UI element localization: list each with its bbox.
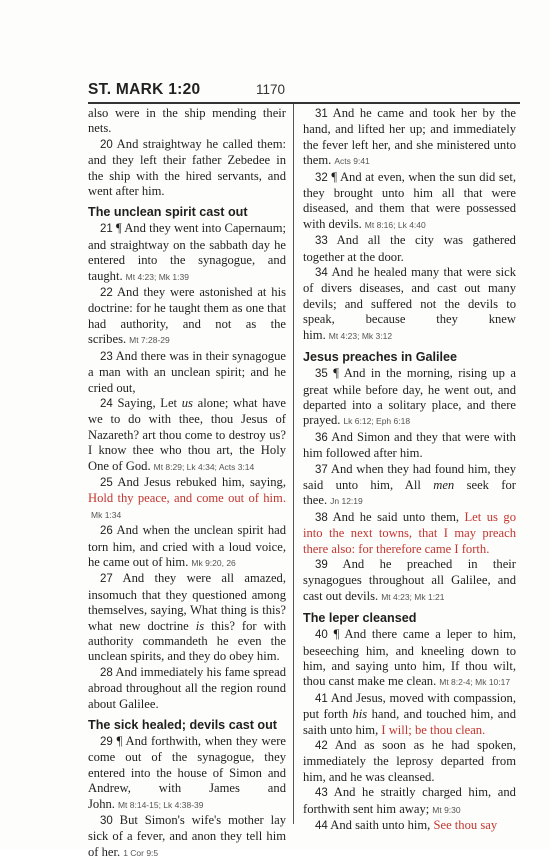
verse-43: 43 And he straitly charged him, and forthwith sent him away; Mt 9:30 bbox=[303, 785, 516, 816]
cross-reference: Mt 8:2-4; Mk 10:17 bbox=[439, 677, 511, 688]
verse-number: 20 bbox=[100, 138, 113, 151]
section-heading-unclean-spirit: The unclean spirit cast out bbox=[88, 205, 248, 220]
left-column bbox=[88, 106, 286, 861]
cross-reference: Mk 1:34 bbox=[91, 509, 122, 520]
words-of-jesus: Let us go into the next towns, that I may preach there also: for therefore came I forth. bbox=[303, 509, 516, 556]
cross-reference: Mt 8:14-15; Lk 4:38-39 bbox=[117, 799, 204, 810]
verse-number: 21 bbox=[100, 223, 113, 236]
verse-number: 22 bbox=[100, 287, 113, 300]
verse-28: 28 And immediately his fame spread abroad throughout all the region round about Galilee. bbox=[88, 664, 286, 711]
verse-23: 23 And there was in their synagogue a man with an unclean spirit; and he cried out, bbox=[88, 348, 286, 395]
verse-number: 43 bbox=[315, 787, 328, 800]
cross-reference: Lk 6:12; Eph 6:18 bbox=[343, 416, 411, 427]
verse-36: 36 And Simon and they that were with him followed after him. bbox=[303, 429, 516, 461]
verse-number: 41 bbox=[315, 692, 328, 705]
verse-21: 21 ¶ And they went into Capernaum; and straightway on the sabbath day he entered into the synagogue, and taught. Mt 4:23; Mk 1:39 bbox=[88, 221, 286, 283]
verse-number: 40 bbox=[315, 629, 328, 642]
verse-number: 27 bbox=[100, 573, 113, 586]
section-heading-leper-cleansed: The leper cleansed bbox=[303, 611, 417, 626]
verse-number: 39 bbox=[315, 558, 328, 571]
column-divider bbox=[293, 104, 294, 824]
cross-reference: Mt 7:28-29 bbox=[129, 335, 170, 346]
section-heading-preaches-galilee: Jesus preaches in Galilee bbox=[303, 350, 458, 365]
cross-reference: Acts 9:41 bbox=[334, 156, 370, 167]
verse-number: 33 bbox=[315, 235, 328, 248]
cross-reference: Mt 4:23; Mk 1:21 bbox=[381, 591, 445, 602]
verse-number: 36 bbox=[315, 431, 328, 444]
verse-number: 28 bbox=[100, 666, 113, 679]
words-of-jesus: I will; be thou clean. bbox=[381, 722, 486, 737]
verse-number: 42 bbox=[315, 740, 328, 753]
verse-number: 26 bbox=[100, 525, 113, 538]
verse-number: 37 bbox=[315, 463, 328, 476]
verse-number: 31 bbox=[315, 108, 328, 120]
cross-reference: Mt 4:23; Mk 3:12 bbox=[328, 330, 393, 341]
cross-reference: Jn 12:19 bbox=[330, 496, 363, 507]
verse-33: 33 And all the city was gathered together at the door. bbox=[303, 233, 516, 264]
verse-25: 25 And Jesus rebuked him, saying, Hold thy peace, and come out of him. Mk 1:34 bbox=[88, 474, 286, 520]
verse-40: 40 ¶ And there came a leper to him, beseeching him, and kneeling down to him, and saying unto him, If thou wilt, thou canst make me clean. Mt 8:2-4; Mk 10:17 bbox=[303, 627, 516, 689]
verse-42: 42 And as soon as he had spoken, immediately the leprosy departed from him, and he was cleansed. bbox=[303, 738, 516, 784]
words-of-jesus: Hold thy peace, and come out of him. bbox=[88, 491, 286, 506]
cross-reference: Mt 4:23; Mk 1:39 bbox=[125, 271, 189, 282]
verse-19-continuation: also were in the ship mending their nets. bbox=[88, 106, 286, 136]
verse-39: 39 And he preached in their synagogues throughout all Galilee, and cast out devils. Mt 4:23; Mk 1:21 bbox=[303, 556, 516, 603]
verse-31: 31 And he came and took her by the hand, and lifted her up; and immediately the fever left her, and she ministered unto them. Acts 9:41 bbox=[303, 106, 516, 168]
verse-29: 29 ¶ And forthwith, when they were come out of the synagogue, they entered into the house of Simon and Andrew, with James and John. Mt 8:14-15; Lk 4:38-39 bbox=[88, 734, 286, 811]
verse-number: 35 bbox=[315, 368, 328, 381]
verse-41: 41 And Jesus, moved with compassion, put forth his hand, and touched him, and saith unto him, I will; be thou clean. bbox=[303, 690, 516, 737]
verse-20: 20 And straightway he called them: and they left their father Zebedee in the ship with the hired servants, and went after him. bbox=[88, 136, 286, 199]
page-number: 1170 bbox=[256, 82, 286, 97]
verse-24: 24 Saying, Let us alone; what have we to do with thee, thou Jesus of Nazareth? art thou come to destroy us? I know thee who thou art, the Holy One of God. Mt 8:29; Lk 4:34; Acts 3:14 bbox=[88, 395, 286, 473]
verse-30: 30 But Simon's wife's mother lay sick of a fever, and anon they tell him of her. 1 Cor 9:5 bbox=[88, 813, 286, 859]
verse-number: 25 bbox=[100, 476, 113, 489]
verse-26: 26 And when the unclean spirit had torn him, and cried with a loud voice, he came out of him. Mk 9:20, 26 bbox=[88, 523, 286, 569]
right-column bbox=[303, 106, 516, 834]
cross-reference: Mt 8:16; Lk 4:40 bbox=[364, 219, 426, 230]
page-header bbox=[88, 80, 520, 100]
verse-number: 32 bbox=[315, 171, 328, 184]
verse-37: 37 And when they had found him, they said unto him, All men seek for thee. Jn 12:19 bbox=[303, 461, 516, 508]
verse-number: 23 bbox=[100, 350, 113, 363]
verse-number: 34 bbox=[315, 267, 328, 280]
verse-38: 38 And he said unto them, Let us go into the next towns, that I may preach there also: for therefore came I forth. bbox=[303, 509, 516, 556]
section-heading-sick-healed: The sick healed; devils cast out bbox=[88, 718, 277, 733]
verse-27: 27 And they were all amazed, insomuch that they questioned among themselves, saying, What thing is this? what new doctrine is this? for with authority commandeth he even the unclean spirits, and they do obey him. bbox=[88, 571, 287, 664]
verse-number: 44 bbox=[315, 820, 328, 833]
verse-44: 44 And saith unto him, See thou say bbox=[315, 818, 498, 833]
verse-number: 29 bbox=[100, 736, 113, 749]
verse-34: 34 And he healed many that were sick of divers diseases, and cast out many devils; and suffered not the devils to speak, because they knew him. Mt 4:23; Mk 3:12 bbox=[303, 265, 516, 342]
verse-35: 35 ¶ And in the morning, rising up a great while before day, he went out, and departed into a solitary place, and there prayed. Lk 6:12; Eph 6:18 bbox=[303, 366, 516, 428]
cross-reference: Mt 8:29; Lk 4:34; Acts 3:14 bbox=[153, 461, 255, 472]
verse-number: 30 bbox=[100, 815, 113, 828]
verse-number: 24 bbox=[100, 397, 113, 410]
cross-reference: 1 Cor 9:5 bbox=[123, 847, 159, 858]
verse-32: 32 ¶ And at even, when the sun did set, they brought unto him all that were diseased, and them that were possessed with devils. Mt 8:16; Lk 4:40 bbox=[303, 169, 516, 231]
verse-number: 38 bbox=[315, 511, 328, 524]
words-of-jesus: See thou say bbox=[433, 818, 498, 833]
verse-22: 22 And they were astonished at his doctrine: for he taught them as one that had authority, and not as the scribes. Mt 7:28-29 bbox=[88, 285, 286, 347]
cross-reference: Mt 9:30 bbox=[432, 804, 461, 815]
header-rule bbox=[88, 102, 520, 104]
running-head: ST. MARK 1:20 bbox=[88, 81, 201, 98]
cross-reference: Mk 9:20, 26 bbox=[191, 557, 236, 568]
